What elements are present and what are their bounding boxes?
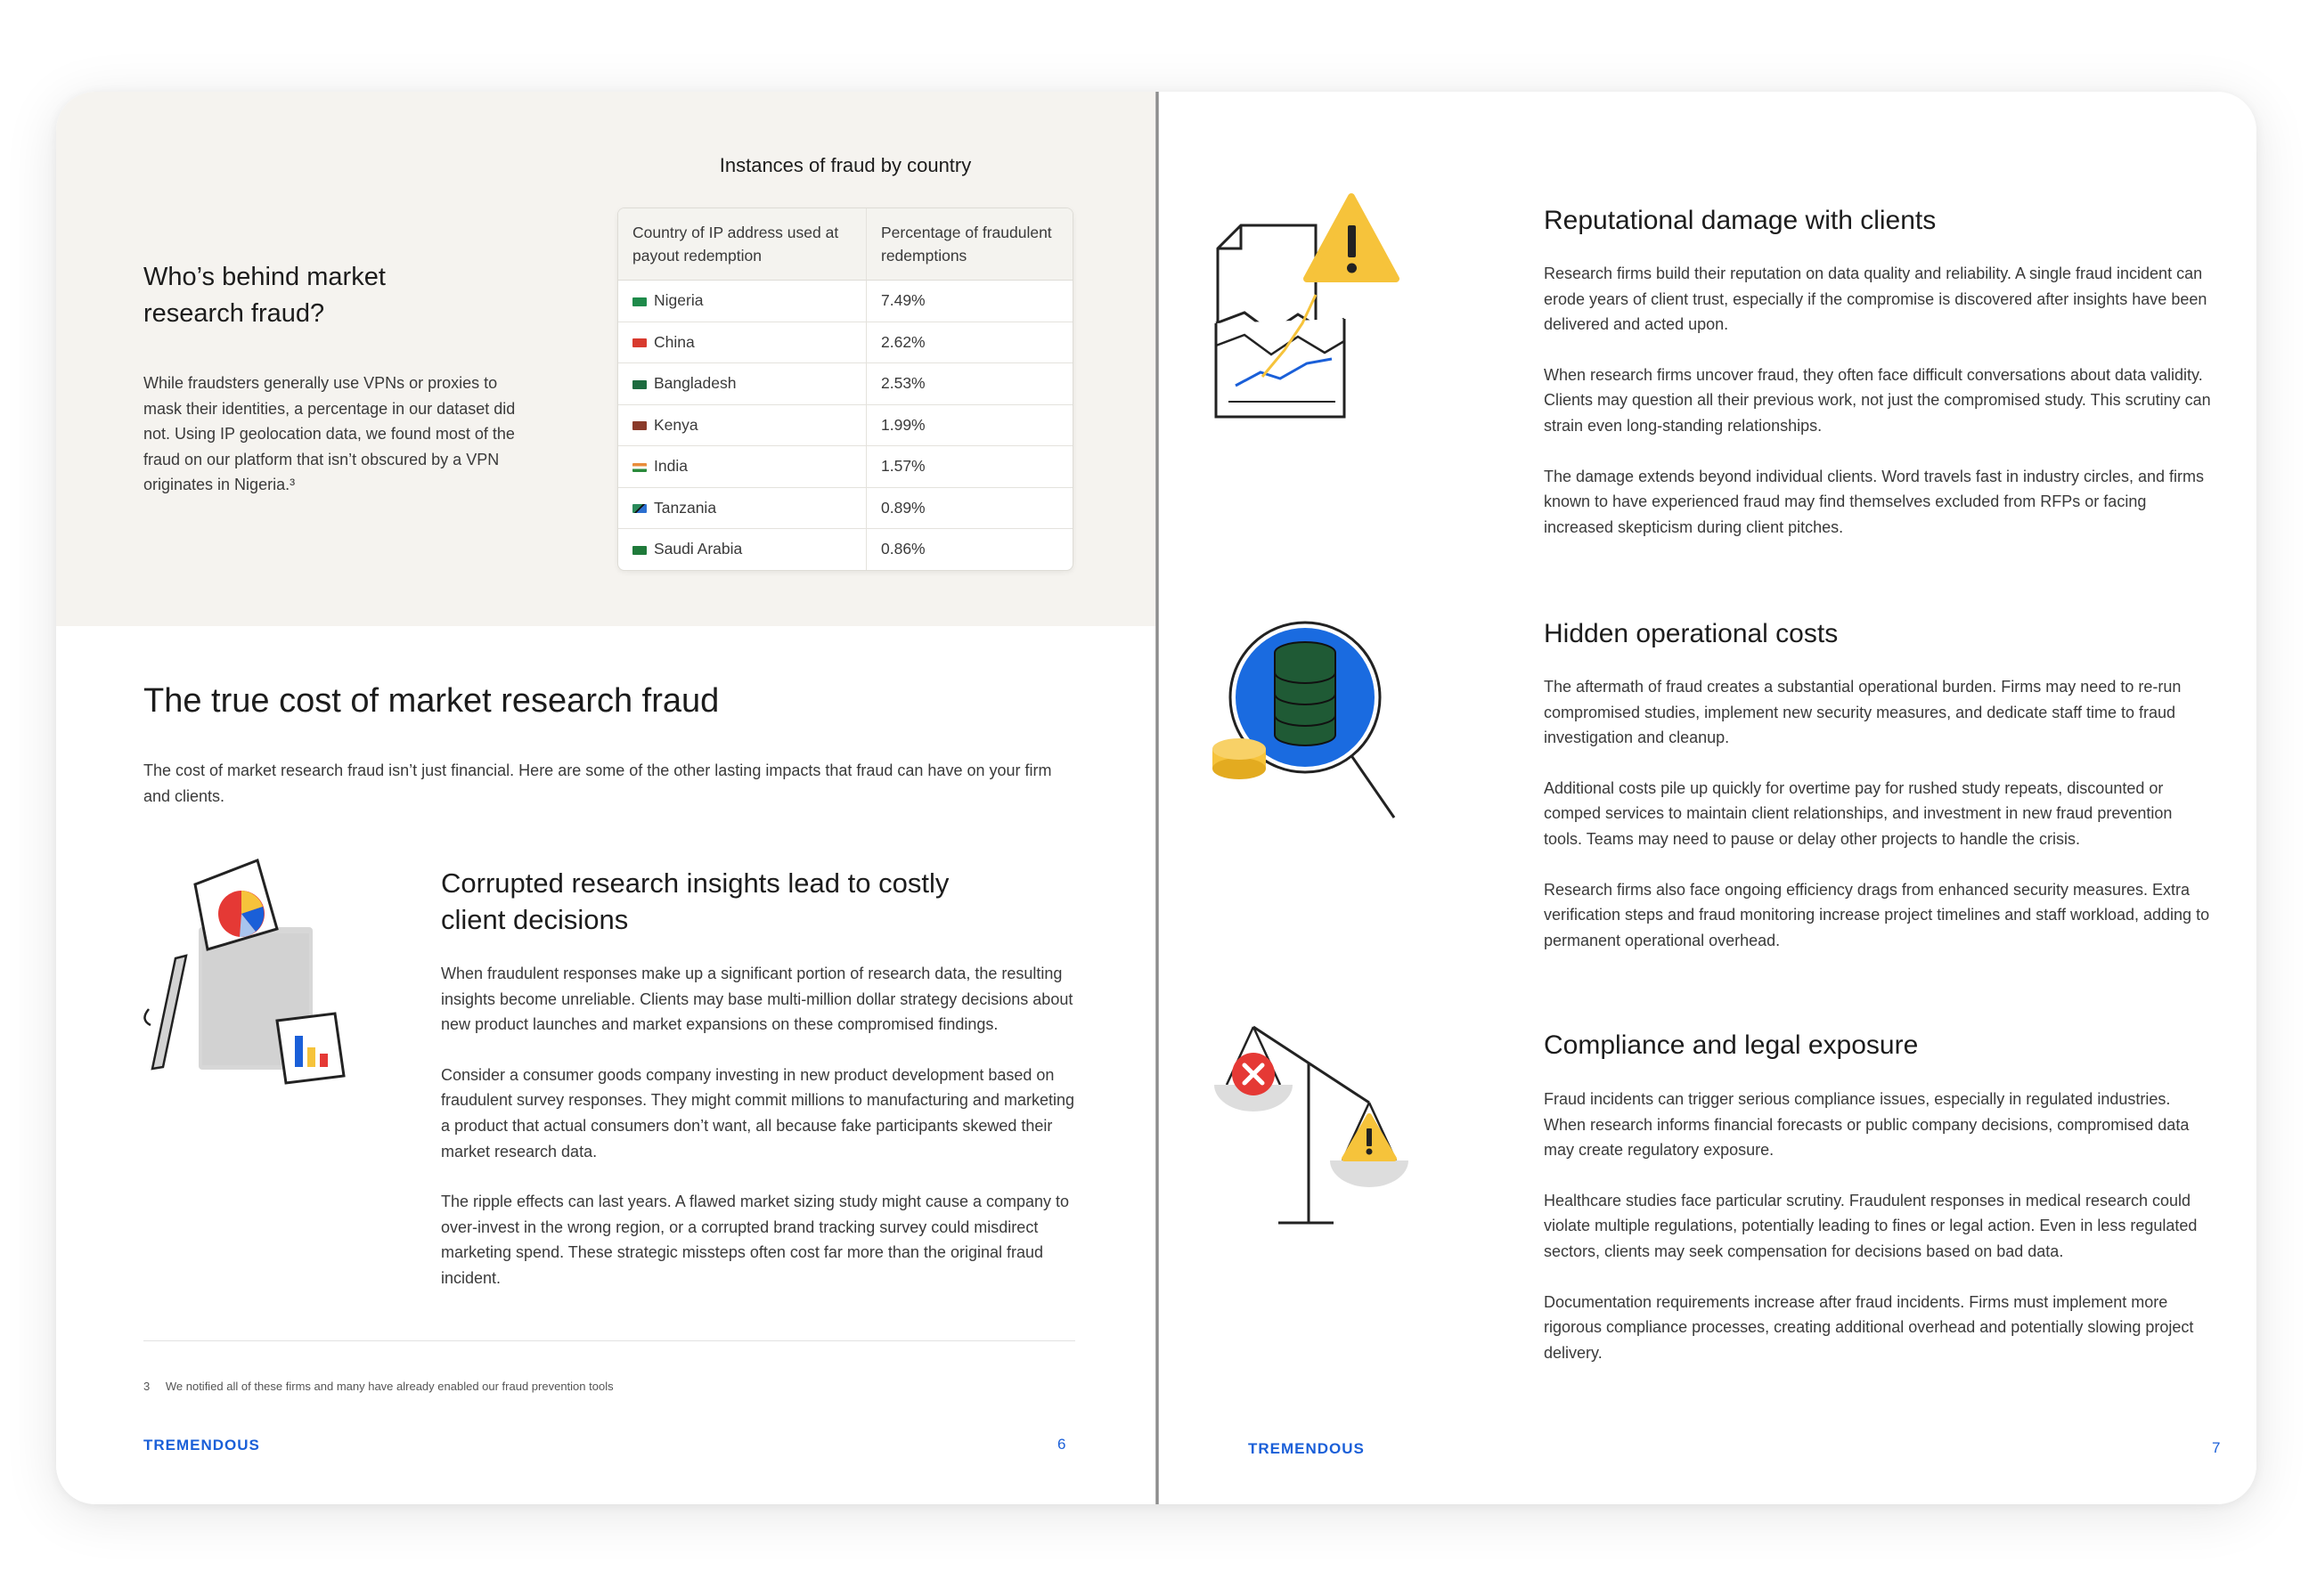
brochure-spread [56,92,2256,1504]
corrupted-body [441,961,1075,1316]
country-cell [618,488,867,530]
legal-p2: Healthcare studies face particular scrutiny. Fraudulent responses in medical research could violate multiple regulations, potentially leading to fines or legal action. Even in less regulated sectors, clients may seek compensation for decisions based on bad data. [1544,1191,2198,1260]
brand-logo: TREMENDOUS [1248,1440,1365,1457]
percentage-cell: 0.86% [881,540,926,558]
percentage-cell: 2.62% [867,322,1073,364]
magnifier-coins-illustration [1209,608,1423,858]
ops-body [1544,674,2214,978]
corrupted-title: Corrupted research insights lead to costly client decisions [441,867,950,935]
page-right [1159,92,2256,1504]
flag-icon [632,463,647,472]
corrupted-p2: Consider a consumer goods company investing in new product development based on fraudulent survey responses. They might commit millions to manufacturing and marketing a product that actual consumers don’t want, all because fake participants skewed their market research data. [441,1065,1074,1160]
country-name: India [654,457,688,476]
percentage-cell: 7.49% [867,281,1073,322]
table-header-row [618,208,1073,281]
country-cell [618,281,867,322]
percentage-cell: 1.99% [867,405,1073,447]
table-row [618,281,1073,322]
corrupted-p3: The ripple effects can last years. A flawed market sizing study might cause a company to over-invest in the wrong region, or a corrupted brand tracking survey could misdirect marketing spend. These strategic missteps often cost far more than the original fraud incident. [441,1193,1070,1287]
who-title: Who’s behind market research fraud? [143,263,386,328]
table-title: Instances of fraud by country [719,154,972,176]
ops-p2: Additional costs pile up quickly for overtime pay for rushed study repeats, discounted or comped services to maintain client relationships, and investment in new fraud prevention tools. Teams may need to pause or delay other projects to handle the crisis. [1544,778,2173,848]
flag-icon [632,297,647,306]
table-row [618,322,1073,364]
percentage-cell: 0.89% [867,488,1073,530]
country-name: Bangladesh [654,374,737,393]
rep-title: Reputational damage with clients [1544,206,1937,235]
legal-p3: Documentation requirements increase after fraud incidents. Firms must implement more rigorous compliance processes, creating additional overhead and potentially slowing project delivery. [1544,1292,2194,1362]
table-row [618,446,1073,488]
rep-body [1544,261,2214,565]
table-row [618,488,1073,530]
fraud-table [617,208,1073,571]
rep-p3: The damage extends beyond individual clients. Word travels fast in industry circles, and firms known to have experienced fraud may find themselves excluded from RFPs or facing increased skepticism during client pitches. [1544,467,2205,536]
page-number: 6 [1057,1436,1066,1453]
trash-chart-illustration [143,853,411,1120]
country-name: China [654,332,695,351]
footnote-divider [143,1340,1075,1341]
footnote-text: We notified all of these firms and many have already enabled our fraud prevention tools [165,1380,614,1393]
broken-report-warning-illustration [1209,190,1423,421]
flag-icon [632,546,647,555]
flag-icon [632,421,647,430]
col-percentage-header: Percentage of fraudulent redemptions [867,208,1073,281]
percentage-cell: 2.53% [867,363,1073,405]
ops-p3: Research firms also face ongoing efficiency drags from enhanced security measures. Extra verification steps and fraud monitoring increase project timelines and staff workload, adding to permanent operational overhead. [1544,880,2210,949]
col-country-header: Country of IP address used at payout redemption [618,208,867,281]
rep-p1: Research firms build their reputation on data quality and reliability. A single fraud incident can erode years of client trust, especially if the compromise is discovered after insights have been delivered and acted upon. [1544,265,2207,334]
ops-p1: The aftermath of fraud creates a substantial operational burden. Firms may need to re-run compromised studies, implement new security measures, and dedicate staff time to fraud investigation and cleanup. [1544,678,2182,747]
legal-title: Compliance and legal exposure [1544,1030,1919,1060]
country-cell [618,363,867,405]
percentage-cell: 1.57% [867,446,1073,488]
page-left [56,92,1157,1504]
table-row [618,529,1073,570]
country-cell [618,529,867,570]
cost-intro: The cost of market research fraud isn’t just financial. Here are some of the other lasting impacts that fraud can have on your firm and clients. [143,761,1052,805]
corrupted-p1: When fraudulent responses make up a significant portion of research data, the resulting insights become unreliable. Clients may base multi-million dollar strategy decisions about new product launches and market expansions on these compromised findings. [441,965,1073,1034]
country-name: Tanzania [654,498,717,517]
rep-p2: When research firms uncover fraud, they often face difficult conversations about data validity. Clients may question all their previous work, not just the compromised study. This scrutiny can strain even long-standing relationships. [1544,365,2211,435]
scales-warning-illustration [1209,1018,1423,1250]
country-cell [618,446,867,488]
country-name: Nigeria [654,291,704,310]
brand-logo: TREMENDOUS [143,1437,260,1454]
footnote [143,1380,614,1393]
cost-title: The true cost of market research fraud [143,682,720,720]
flag-icon [632,380,647,389]
legal-p1: Fraud incidents can trigger serious compliance issues, especially in regulated industries. When research informs financial forecasts or public company decisions, compromised data may create regulatory exposure. [1544,1090,2190,1160]
table-row [618,363,1073,405]
country-cell [618,322,867,364]
legal-body [1544,1087,2214,1390]
page-number: 7 [2212,1439,2221,1456]
footnote-number: 3 [143,1380,151,1393]
country-name: Kenya [654,415,698,434]
flag-icon [632,338,647,347]
ops-title: Hidden operational costs [1544,619,1839,648]
flag-icon [632,504,647,513]
country-name: Saudi Arabia [654,540,743,558]
country-cell [618,405,867,447]
who-body: While fraudsters generally use VPNs or proxies to mask their identities, a percentage in our dataset did not. Using IP geolocation data, we found most of the fraud on our platform that isn’t obscured by a VPN originates in Nigeria.³ [143,374,516,494]
table-row [618,405,1073,447]
